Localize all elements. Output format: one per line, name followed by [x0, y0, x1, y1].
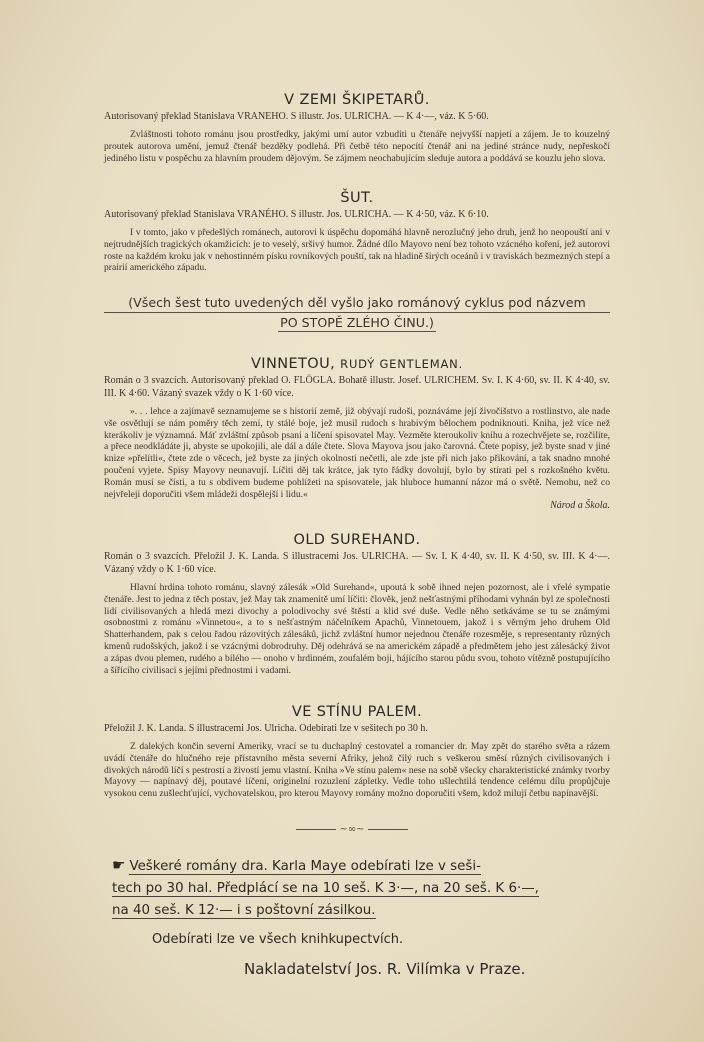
cycle-note-line2: PO STOPĚ ZLÉHO ČINU.): [280, 315, 434, 330]
section-title: [104, 356, 610, 372]
notice-line-2: tech po 30 hal. Předplácí se na 10 seš. K 3·—, na 20 seš. K 6·—,: [112, 881, 539, 896]
section-body: Hlavní hrdina tohoto románu, slavný zálesák »Old Surehand«, upoutá k sobě ihned nejen pozornost, ale i vřelé sympatie čtenáře. Jest to jedna z těch postav, jež May tak znamenitě umí líčiti: člověk, jenž nešťastnými příhodami vyhnán byl ze společnosti lidí civilisovaných a hledá mezi divochy a polodivochy své štěstí a klid své duše. Vedle něho setkáváme se tu se známými osobnostmi z románu »Vinnetou«, a to s nešťastným náčelníkem Apachů, Vinnetouem, jakož i s věrným jeho druhem Old Shatterhandem, pak s celou řadou rázovitých zálesáků, jichž zvláštní humor nejednou čtenáře rozesměje, s representanty různých kmenů rudošských, jakož i se vzácnými dobrodruhy. Děj odehrává se na americkém západě a předmětem jeho jest zálesácký život a zápas dvou plemen, rudého a bílého — onoho v hrdinném, zoufalém boji, hájícího starou půdu svou, tohoto vítězně postupujícího a šířícího civilisaci s jejími přednostmi i vadami.: [104, 582, 610, 676]
section-title: V ZEMI ŠKIPETARŮ.: [284, 92, 430, 108]
section-title-main: VINNETOU,: [250, 356, 336, 372]
review-quote: ». . . lehce a zajímavě seznamujeme se s historií země, již obývají rudoši, poznáváme její živočišstvo a rostlinstvo, ale nade vše osvětlují se nám poměry těch zemí, ty stálé boje, jež musil rudoch s hrabivým bělochem podniknouti. Kniha, jež více než kterákoliv je významná. Máť zvláštní způsob psaní a líčení spisovatel May. Vezměte kteroukoliv knihu a rozechvějete se, rozčilíte, a přece neodkládáte ji, abyste se upokojili, ale dál a dále čtete. Slova Mayova jsou jako čarovná. Čtete popisy, jež byste snad v jiné knize »přelítli«, čtete zde o věcech, jež byste za jiných okolností nečetli, ale zde jste při nich jako přikování, a tak snadno mnohé poučení vyjete. Spisy Mayovy neunavují. Líčiti děj tak krátce, jak tyto řádky dovolují, bylo by stírati pel s rozkošného květu. Román musí se čísti, a tu s obdivem budeme pohlížeti na spisovatele, jak hluboce humanní názor má o světě. Nemohu, než co nejvřeleji doporučiti všem mládeži dospělejší i lidu.«: [104, 406, 610, 500]
section-body: I v tomto, jako v předešlých románech, autorovi k úspěchu dopomáhá hlavně nerozlučný jeho druh, jenž ho neopouští ani v nejtrudnějších tragických okamžicích: je to veselý, sršivý humor. Žádné dílo Mayovo není bez tohoto vzácného koření, jež autorovi roste na každém kroku jak v nehostinném písku rovníkových pouští, tak na hladině širých oceánů i v traviskách bezmezných stepí a prairií amerického západu.: [104, 227, 610, 274]
cycle-note: [104, 295, 610, 332]
section-vinnetou: [104, 356, 610, 511]
subscription-notice: [112, 854, 610, 922]
notice-line-1: Veškeré romány dra. Karla Maye odebírati lze v seši-: [129, 859, 481, 874]
section-meta: Autorisovaný překlad Stanislava VRANEHO. S illustr. Jos. ULRICHA. — K 4·—, váz. K 5·60.: [104, 111, 489, 122]
pointing-hand-icon: ☛: [112, 856, 126, 874]
cycle-note-line1: (Všech šest tuto uvedených děl vyšlo jako románový cyklus pod názvem: [104, 295, 610, 313]
availability-text: Odebírati lze ve všech knihkupectvích.: [152, 932, 404, 947]
publisher-name: Nakladatelství Jos. R. Vilímka v Praze.: [244, 960, 526, 978]
review-source: Národ a Škola.: [550, 500, 610, 512]
section-meta: Román o 3 svazcích. Přeložil J. K. Landa. S illustracemi Jos. ULRICHA. — Sv. I. K 4·40, sv. II. K 4·50, sv. III. K 4·—. Vázaný vždy o K 1·60 více.: [104, 551, 610, 575]
section-title: OLD SUREHAND.: [293, 532, 421, 548]
ornament-divider: [292, 824, 412, 835]
scroll-ornament-icon: ~∞~: [339, 824, 365, 835]
section-title: ŠUT.: [340, 190, 374, 206]
cycle-note-text: [104, 295, 610, 332]
section-skipetaru: [104, 92, 610, 164]
section-meta: Autorisovaný překlad Stanislava VRANÉHO. S illustr. Jos. ULRICHA. — K 4·50, váz. K 6·10.: [104, 209, 489, 220]
section-title-subtitle: RUDÝ GENTLEMAN.: [340, 357, 463, 371]
section-meta: Přeložil J. K. Landa. S illustracemi Jos. Ulricha. Odebírati lze v sešitech po 30 h.: [104, 723, 428, 734]
section-meta: Román o 3 svazcích. Autorisovaný překlad O. FLÖGLA. Bohatě illustr. Josef. ULRICHEM. Sv. I. K 4·60, sv. II. K 4·40, sv. III. K 4·60. Vázaný svazek vždy o K 1·60 více.: [104, 375, 610, 399]
section-palem: [104, 704, 610, 800]
section-sut: [104, 190, 610, 274]
divider-line-right: [368, 829, 408, 830]
section-surehand: [104, 532, 610, 676]
section-body: Z dalekých končin severní Ameriky, vrací se tu duchaplný cestovatel a romancier dr. May zpět do starého světa a rázem uvádí čtenáře do hlučného reje přístavního města severní Afriky, jehož čilý ruch s veškerou směsí různých civilisovaných i divokých národů líčí s pestrostí a živostí jemu vlastní. Kniha »Ve stínu palem« nese na sobě všecky charakteristické známky tvorby Mayovy — napínavý děj, poutavé líčení, originelní rozuzlení zápletky. Vedle toho ušlechtilá tendence celému dílu propůjčuje vysokou cenu zušlechťující, vychovatelskou, pro kterou Mayovy romány možno doporučiti všem, kdož milují četbu napínavější.: [104, 741, 610, 800]
divider-line-left: [296, 829, 336, 830]
section-title: VE STÍNU PALEM.: [291, 704, 423, 720]
section-body: Zvláštnosti tohoto románu jsou prostředky, jakými umí autor vzbuditi u čtenáře nejvyšší napjetí a zájem. Je to kouzelný proutek autorova umění, jemuž čtenář bezděky podlehá. Při četbě této nepocítí čtenář ani na jediné stránce nudy, nepřeskočí jediného listu v pospěchu za hlavním proudem dějovým. Se zájmem neochabujícím sleduje autora a poddává se kouzlu jeho slova.: [104, 129, 610, 164]
notice-line-3: na 40 seš. K 12·— i s poštovní zásilkou.: [112, 903, 376, 918]
